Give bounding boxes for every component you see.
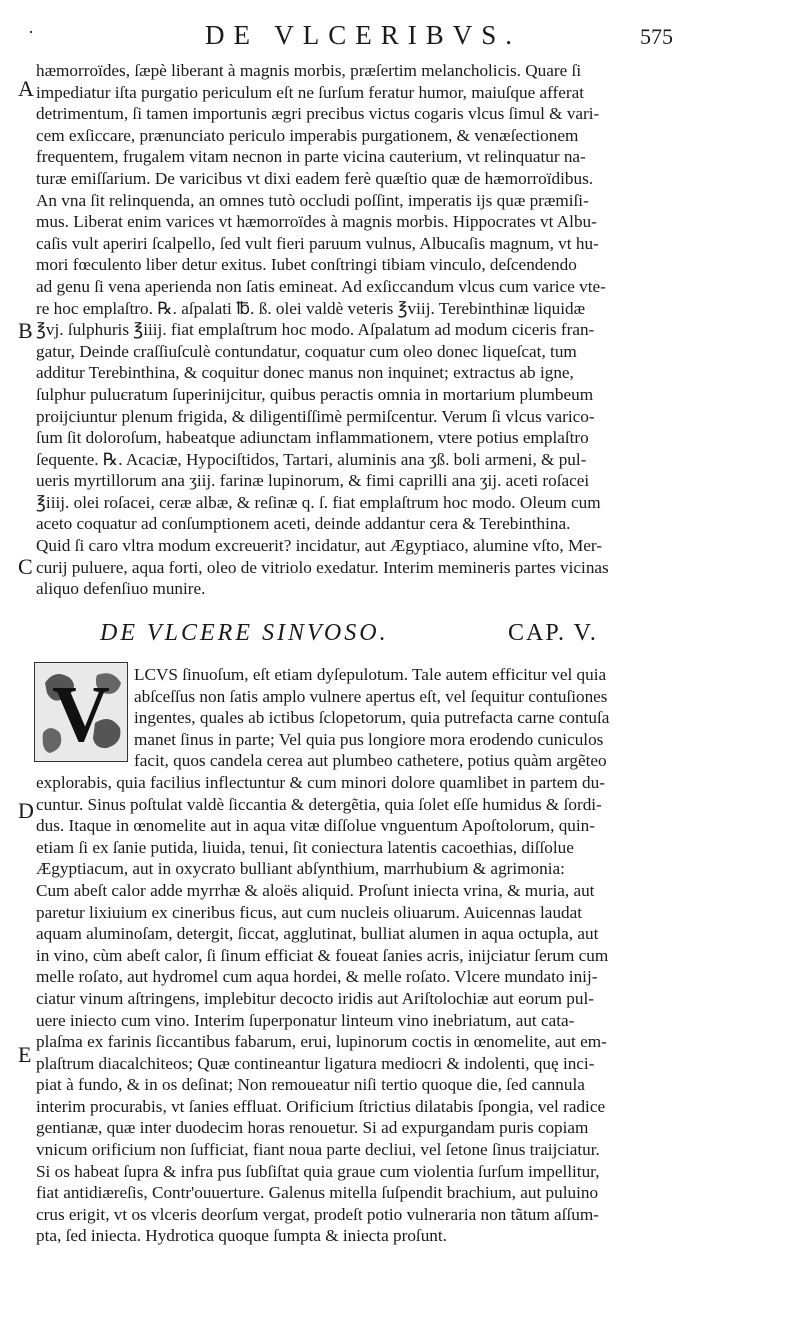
text-line: abſceſſus non ſatis amplo vulnere apertus eſt, vel ſequitur contuſiones	[134, 686, 608, 706]
text-line: ℥iiij. olei roſacei, ceræ albæ, & reſinæ q. ſ. fiat emplaſtrum hoc modo. Oleum cum	[36, 492, 601, 512]
text-line: plaſma ex farinis ſiccantibus fabarum, erui, lupinorum coctis in œnomelite, aut em-	[36, 1032, 607, 1052]
text-line: pta, ſed iniecta. Hydrotica quoque ſumpta & iniecta proſunt.	[36, 1226, 447, 1246]
text-line: in vino, cùm abeſt calor, ſi ſinum efficiat & foueat ſanies acris, inijciatur ſerum cum	[36, 945, 609, 965]
running-head-mark: ·	[28, 22, 34, 42]
text-line: detrimentum, ſi tamen importunis ægri precibus victus cogaris vlcus ſimul & vari-	[36, 104, 600, 124]
text-line: mus. Liberat enim varices vt hæmorroïdes à magnis morbis. Hippocrates vt Albu-	[36, 212, 597, 232]
text-line: melle roſato, aut hydromel cum aqua hordei, & melle roſato. Vlcere mundato inij-	[36, 967, 598, 987]
text-line: caſis vult aperiri ſcalpello, ſed vult fieri paruum vulnus, Albucaſis magnum, vt hu-	[36, 233, 599, 253]
chapter-heading	[100, 620, 760, 656]
text-line: ueris myrtillorum ana ʒiij. farinæ lupinorum, & fimi caprilli ana ʒij. aceti roſacei	[36, 471, 590, 491]
margin-letter-c: C	[18, 554, 33, 579]
text-line: hæmorroïdes, ſæpè liberant à magnis morbis, præſertim melancholicis. Quare ſi	[36, 61, 582, 80]
text-line: Quid ſi caro vltra modum excreuerit? incidatur, aut Ægyptiaco, alumine vſto, Mer-	[36, 536, 602, 556]
text-line: ciatur vinum aſtringens, implebitur decocto iridis aut Ariſtolochiæ aut eorum pul-	[36, 988, 594, 1008]
text-line: proijciuntur plenum frigida, & diligentiſſimè permiſcentur. Verum ſi vlcus varico-	[36, 406, 595, 426]
text-line: dus. Itaque in œnomelite aut in aqua vitæ diſſolue vnguentum Apoſtolorum, quin-	[36, 816, 595, 836]
text-line: mori fœculento liber detur exitus. Iubet conſtringi tibiam vinculo, deſcendendo	[36, 255, 577, 275]
text-line: interim procurabis, vt ſanies effluat. Orificium ſtrictius dilatabis ſpongia, vel radice	[36, 1096, 606, 1116]
text-line: LCVS ſinuoſum, eſt etiam dyſepulotum. Tale autem efficitur vel quia	[134, 665, 607, 684]
text-line: ℥vj. ſulphuris ℥iiij. fiat emplaſtrum hoc modo. Aſpalatum ad modum ciceris fran-	[36, 320, 595, 340]
text-line: aceto coquatur ad conſumptionem aceti, deinde addantur cera & Terebinthina.	[36, 514, 571, 534]
text-line: explorabis, quia facilius inflectuntur & cum minori dolore quamlibet in partem du-	[36, 772, 605, 792]
text-line: cem exſiccare, prænunciato periculo imperabis purgationem, & venæſectionem	[36, 125, 579, 145]
text-line: fiat antidiæreſis, Contr'ouuerture. Galenus mitella ſuſpendit brachium, aut puluino	[36, 1183, 599, 1203]
text-line: An vna ſit relinquenda, an omnes tutò occludi poſſint, imperatis ijs quæ præmiſi-	[36, 190, 589, 210]
text-line: ſequente. ℞. Acaciæ, Hypociſtidos, Tartari, aluminis ana ʒß. boli armeni, & pul-	[36, 449, 587, 469]
text-line: aquam aluminoſam, detergit, ſiccat, agglutinat, bulliat alumen in aqua octupla, aut	[36, 924, 599, 944]
text-line: turæ emiſſarium. De varicibus vt dixi eadem ferè quæſtio quæ de hæmorroïdibus.	[36, 168, 594, 188]
text-line: Si os habeat ſupra & infra pus ſubſiſtat quia graue cum violentia ſurſum impellitur,	[36, 1161, 600, 1181]
text-line: manet ſinus in parte; Vel quia pus longiore mora erodendo cuniculos	[134, 729, 604, 749]
text-line: ad genu ſi vena aperienda non ſatis emineat. Ad exſiccandum vlcus cum varice vte-	[36, 276, 606, 296]
margin-letter-d: D	[18, 798, 34, 823]
text-line: uere iniecto cum vino. Interim ſuperponatur linteum vino inebriatum, aut cata-	[36, 1010, 575, 1030]
text-line: cuntur. Sinus poſtulat valdè ſiccantia & detergẽtia, quia ſolet eſſe humidus & ſordi-	[36, 794, 602, 814]
text-line: etiam ſi ex ſanie putida, liuida, tenui, ſit coniectura latentis cacoethias, diſſolue	[36, 837, 574, 857]
chapter-title: DE VLCERE SINVOSO.	[100, 620, 389, 646]
text-line: aliquo defenſiuo munire.	[36, 579, 206, 599]
text-line: ſum ſit doloroſum, habeatque adiunctam inflammationem, vtere potius emplaſtro	[36, 428, 589, 448]
text-line: plaſtrum diacalchiteos; Quæ contineantur ligatura mediocri & indolenti, quę inci-	[36, 1053, 595, 1073]
margin-letter-e: E	[18, 1042, 32, 1067]
text-line: frequentem, frugalem vitam necnon in parte vicina cauterium, vt relinquatur na-	[36, 147, 586, 167]
text-line: gatur, Deinde craſſiuſculè contundatur, coquatur cum oleo donec liqueſcat, tum	[36, 341, 577, 361]
text-line: curij puluere, aqua forti, oleo de vitriolo exedatur. Interim memineris partes vicinas	[36, 557, 609, 577]
text-line: facit, quos candela cerea aut plumbeo cathetere, potius quàm argẽteo	[134, 751, 607, 771]
text-line: piat à fundo, & in os deſinat; Non remoueatur niſi tertio quoque die, ſed cannula	[36, 1075, 585, 1095]
initial-letter: V	[52, 671, 110, 759]
body-text-section-1	[36, 60, 791, 600]
text-line: vnicum orificium non ſufficiat, fiant noua parte decliui, vel ſetone ſinus traijciatur.	[36, 1140, 600, 1160]
margin-letter-b: B	[18, 318, 33, 343]
running-head-title: DE VLCERIBVS.	[205, 20, 522, 50]
chapter-number: CAP. V.	[508, 620, 598, 646]
page-number: 575	[640, 24, 673, 49]
running-head	[0, 18, 800, 58]
text-line: crus erigit, vt os vlceris deorſum vergat, prodeſt potio vulneraria non tãtum aſſum-	[36, 1204, 599, 1224]
text-line: gentianæ, quæ inter duodecim horas renouetur. Si ad expurgandam puris copiam	[36, 1118, 589, 1138]
text-line: Cum abeſt calor adde myrrhæ & aloës aliquid. Proſunt iniecta vrina, & muria, aut	[36, 880, 595, 900]
text-line: additur Terebinthina, & coquitur donec manus non inquinet; extractus ab igne,	[36, 363, 574, 383]
margin-letter-a: A	[18, 76, 34, 101]
text-line: paretur lixiuium ex cineribus ficus, aut cum nucleis oliuarum. Auicennas laudat	[36, 902, 583, 922]
text-line: re hoc emplaſtro. ℞. aſpalati ℔. ß. olei valdè veteris ℥viij. Terebinthinæ liquidæ	[36, 298, 586, 318]
text-line: impediatur iſta purgatio periculum eſt ne ſurſum feratur humor, maiuſque afferat	[36, 82, 585, 102]
body-text-section-2	[36, 664, 791, 1247]
text-line: Ægyptiacum, aut in oxycrato bulliant abſynthium, marrhubium & agrimonia:	[36, 859, 565, 879]
text-line: ingentes, quales ab ictibus ſclopetorum, quia putrefacta carne contuſa	[134, 708, 610, 728]
text-line: ſulphur puluєratum ſuperinijcitur, quibus peractis omnia in mortarium plumbeum	[36, 384, 594, 404]
